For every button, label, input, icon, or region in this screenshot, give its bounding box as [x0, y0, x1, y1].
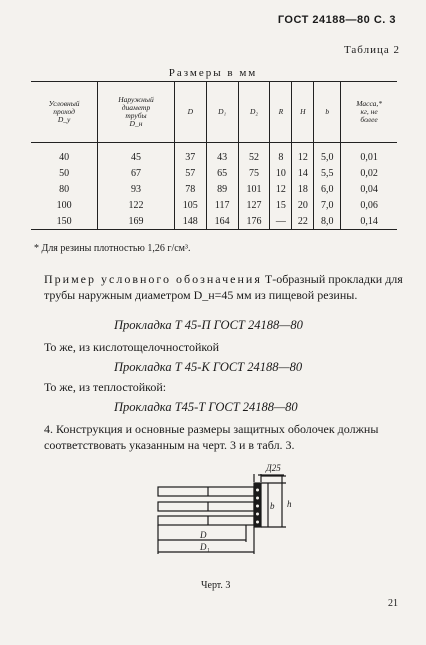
table-row [31, 197, 397, 213]
table-cell: 105 [174, 197, 206, 213]
table-cell: 40 [59, 151, 70, 163]
column-header-3: D₁ [206, 82, 238, 143]
column-header-6: H [292, 82, 314, 143]
table-cell: 169 [98, 213, 175, 230]
table-cell: 57 [174, 165, 206, 181]
table-cell: 10 [270, 165, 292, 181]
table-cell: 14 [292, 165, 314, 181]
table-row [31, 149, 397, 165]
designation-2: Прокладка Т 45-К ГОСТ 24188—80 [114, 360, 303, 374]
dim-top-label: Д25 [266, 463, 281, 473]
table-cell: 8 [270, 149, 292, 165]
table-cell: 0,06 [341, 197, 397, 213]
dimensions-table [31, 81, 397, 230]
table-cell: 0,02 [341, 165, 397, 181]
table-cell: 75 [238, 165, 270, 181]
table-cell: 0,04 [341, 181, 397, 197]
gasket-middle-layer [158, 502, 254, 511]
table-cell: 37 [174, 149, 206, 165]
table-cell: 117 [206, 197, 238, 213]
table-cell: 50 [59, 167, 70, 179]
column-header-2: D [174, 82, 206, 143]
table-cell: 43 [206, 149, 238, 165]
table-cell: 45 [98, 149, 175, 165]
table-cell: 100 [56, 199, 72, 211]
table-row [31, 213, 397, 230]
table-cell: 5,0 [314, 149, 341, 165]
table-cell: 12 [292, 149, 314, 165]
dim-d1-label: D₁ [200, 542, 210, 552]
example-label: Пример условного обозначения [44, 272, 262, 286]
table-cell: 20 [292, 197, 314, 213]
table-row [31, 165, 397, 181]
table-cell: 150 [31, 213, 98, 230]
table-header-row [31, 82, 397, 143]
designation-1: Прокладка Т 45-П ГОСТ 24188—80 [114, 318, 303, 332]
table-cell: 127 [238, 197, 270, 213]
drawing-3 [148, 462, 308, 574]
column-header-4: D₂ [238, 82, 270, 143]
gasket-bottom-layer [158, 516, 254, 525]
column-header-5: R [270, 82, 292, 143]
column-header-7: b [314, 82, 341, 143]
table-cell: 80 [59, 183, 70, 195]
table-number: Таблица 2 [343, 44, 400, 56]
column-header-8: Масса,* кг, не более [341, 82, 397, 143]
table-cell: 122 [98, 197, 175, 213]
column-header-1: Наружный диаметр трубы D_н [98, 82, 175, 143]
table-cell: 7,0 [314, 197, 341, 213]
table-cell: 6,0 [314, 181, 341, 197]
table-cell: 52 [238, 149, 270, 165]
table-cell: 164 [206, 213, 238, 230]
table-cell: 22 [292, 213, 314, 230]
table-cell: 12 [270, 181, 292, 197]
table-cell: 18 [292, 181, 314, 197]
page-number: 21 [388, 598, 398, 609]
same-text-2: То же, из теплостойкой: [44, 380, 167, 394]
table-cell: 101 [238, 181, 270, 197]
figure-caption: Черт. 3 [201, 580, 231, 591]
table-body [31, 143, 397, 230]
table-title: Размеры в мм [168, 67, 258, 79]
column-header-0: Условный проход D_у [31, 82, 98, 143]
example-paragraph [44, 271, 404, 303]
table-cell: 15 [270, 197, 292, 213]
page-header: ГОСТ 24188—80 С. 3 [277, 14, 396, 26]
dim-d-label: D [200, 530, 207, 540]
table-cell: 89 [206, 181, 238, 197]
table-cell: 67 [98, 165, 175, 181]
dim-b-label: b [270, 501, 275, 511]
gasket-top-layer [158, 487, 254, 496]
table-cell: 0,01 [341, 149, 397, 165]
table-cell: 8,0 [314, 213, 341, 230]
table-cell: 93 [98, 181, 175, 197]
table-cell: — [270, 213, 292, 230]
table-row [31, 181, 397, 197]
footnote: * Для резины плотностью 1,26 г/см³. [34, 243, 191, 254]
paragraph-4: 4. Конструкция и основные размеры защитных оболочек должны соответствовать указанным на черт. 3 и в табл. 3. [44, 422, 379, 452]
table-cell: 176 [238, 213, 270, 230]
same-text-1: То же, из кислотощелочностойкой [44, 340, 220, 354]
table-cell: 65 [206, 165, 238, 181]
table-cell: 0,14 [341, 213, 397, 230]
table-cell: 78 [174, 181, 206, 197]
example-text: Т-образный прокладки для трубы наружным диаметром D_н=45 мм из пищевой резины. [44, 272, 403, 302]
table-cell: 5,5 [314, 165, 341, 181]
designation-3: Прокладка Т45-Т ГОСТ 24188—80 [114, 400, 298, 414]
dim-h-label: h [287, 499, 292, 509]
table-cell: 148 [174, 213, 206, 230]
